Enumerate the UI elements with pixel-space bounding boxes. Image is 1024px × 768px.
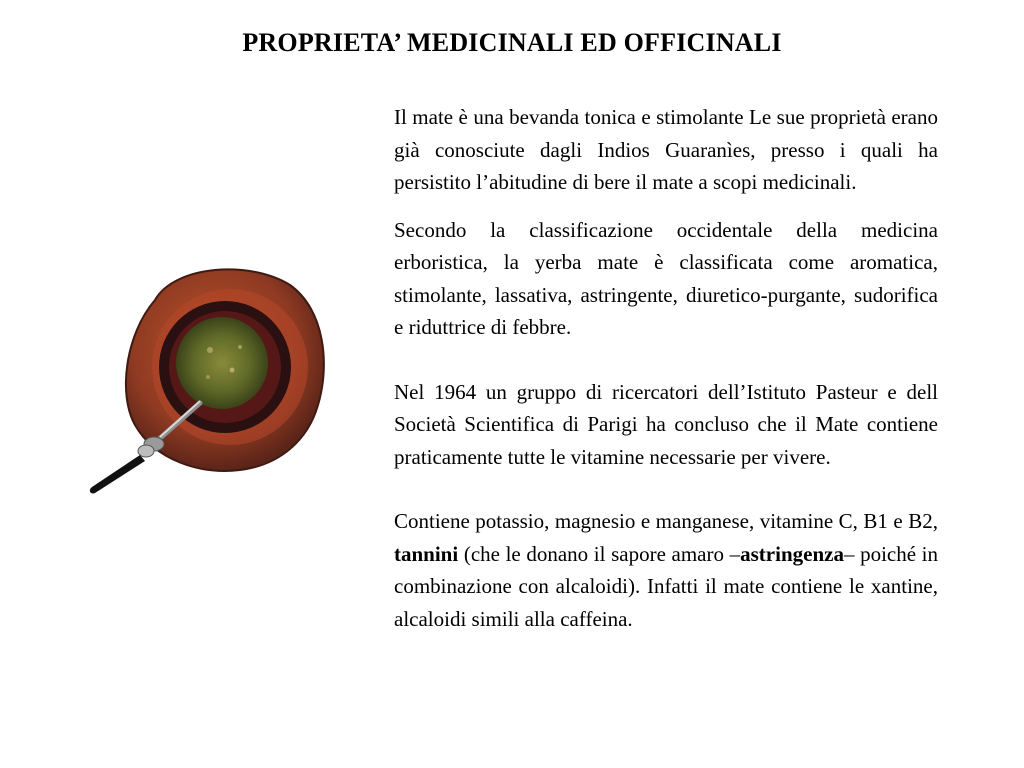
- paragraph-4-part-c: (che le donano il sapore amaro –: [458, 541, 741, 566]
- paragraph-3: Nel 1964 un gruppo di ricercatori dell’Istituto Pasteur e dell Società Scientifica di Parigi ha concluso che il Mate contiene praticamente tutte le vitamine necessarie per vivere.: [394, 379, 938, 469]
- mate-gourd-image: [80, 255, 340, 505]
- mate-gourd-illustration: [80, 255, 340, 505]
- paragraph-4-part-a: Contiene potassio, magnesio e manganese, vitamine C, B1 e B2,: [394, 509, 938, 533]
- tannini-term: tannini: [394, 541, 459, 566]
- paragraph-4: [394, 505, 938, 635]
- paragraph-1: Il mate è una bevanda tonica e stimolante Le sue proprietà erano già conosciute dagli Indios Guaranìes, presso i quali ha persistito l’abitudine di bere il mate a scopi medicinali.: [394, 105, 938, 194]
- paragraph-4-part-e: – poiché in combinazione con alcaloidi). Infatti il mate contiene le xantine, alcaloidi simili alla caffeina.: [394, 541, 939, 631]
- paragraph-2: Secondo la classificazione occidentale della medicina erboristica, la yerba mate è classificata come aromatica, stimolante, lassativa, astringente, diuretico-purgante, sudorifica e riduttrice di febbre.: [394, 217, 938, 339]
- astringenza-term: astringenza: [740, 541, 844, 566]
- page-title: PROPRIETA’ MEDICINALI ED OFFICINALI: [242, 28, 782, 57]
- body-text: [394, 101, 938, 635]
